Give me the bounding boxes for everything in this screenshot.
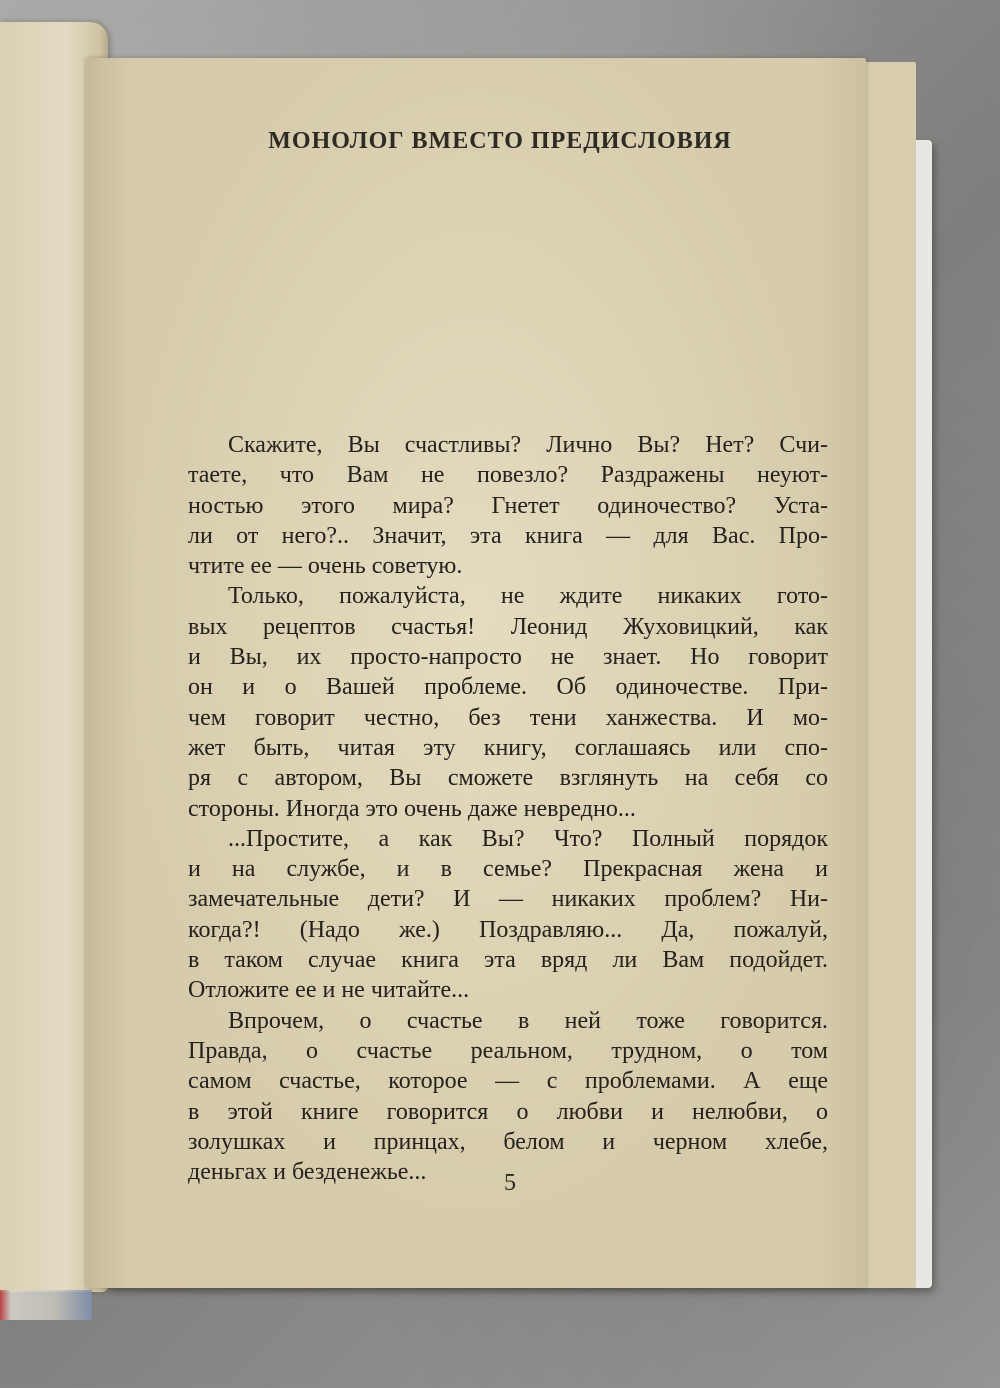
text-line: ностью этого мира? Гнетет одиночество? Уста- bbox=[188, 492, 828, 519]
text-line: Только, пожалуйста, не ждите никаких гото- bbox=[228, 583, 828, 610]
book-spine-edge bbox=[0, 1290, 92, 1320]
text-line: и на службе, и в семье? Прекрасная жена и bbox=[188, 856, 828, 883]
chapter-heading: МОНОЛОГ ВМЕСТО ПРЕДИСЛОВИЯ bbox=[268, 128, 732, 154]
text-line: таете, что Вам не повезло? Раздражены неуют- bbox=[188, 462, 828, 489]
text-line: когда?! (Надо же.) Поздравляю... Да, пожалуй, bbox=[188, 916, 828, 943]
text-line: чтите ее — очень советую. bbox=[188, 553, 463, 580]
text-line: золушках и принцах, белом и черном хлебе, bbox=[188, 1128, 828, 1155]
text-line: самом счастье, которое — с проблемами. А еще bbox=[188, 1068, 828, 1095]
text-line: вых рецептов счастья! Леонид Жуховицкий, как bbox=[188, 613, 828, 640]
text-line: Впрочем, о счастье в ней тоже говорится. bbox=[228, 1007, 828, 1034]
text-line: ...Простите, а как Вы? Что? Полный порядок bbox=[228, 825, 828, 852]
text-line: он и о Вашей проблеме. Об одиночестве. При- bbox=[188, 674, 828, 701]
text-line: замечательные дети? И — никаких проблем? Ни- bbox=[188, 886, 828, 913]
text-line: стороны. Иногда это очень даже невредно... bbox=[188, 795, 636, 822]
text-line: в этой книге говорится о любви и нелюбви, о bbox=[188, 1098, 828, 1125]
text-line: деньгах и безденежье... bbox=[188, 1159, 427, 1186]
text-line: жет быть, читая эту книгу, соглашаясь или спо- bbox=[188, 734, 828, 761]
text-line: и Вы, их просто-напросто не знает. Но говорит bbox=[188, 644, 828, 671]
text-line: ли от него?.. Значит, эта книга — для Вас. Про- bbox=[188, 522, 828, 549]
body-text bbox=[188, 430, 828, 1187]
text-line: в таком случае книга эта вряд ли Вам подойдет. bbox=[188, 947, 828, 974]
text-line: Правда, о счастье реальном, трудном, о том bbox=[188, 1037, 828, 1064]
text-line: чем говорит честно, без тени ханжества. И мо- bbox=[188, 704, 828, 731]
text-line: Скажите, Вы счастливы? Лично Вы? Нет? Счи- bbox=[228, 432, 828, 458]
page-number: 5 bbox=[504, 1170, 516, 1196]
text-line: Отложите ее и не читайте... bbox=[188, 977, 470, 1004]
text-line: ря с автором, Вы сможете взглянуть на себя со bbox=[188, 765, 828, 792]
